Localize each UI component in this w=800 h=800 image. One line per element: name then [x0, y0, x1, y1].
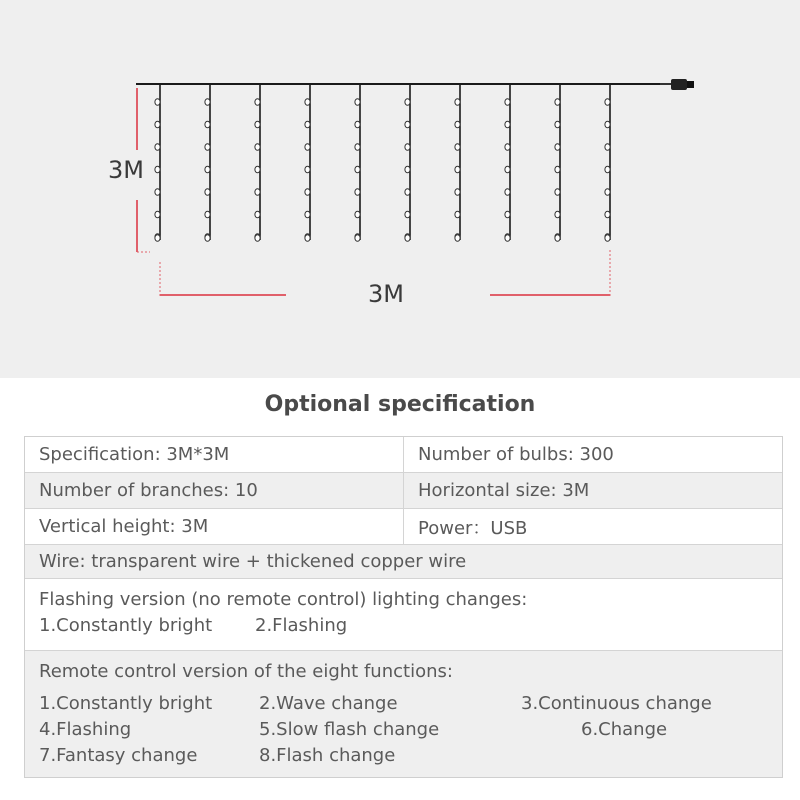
spec-cell: Vertical height: 3M: [25, 509, 404, 544]
function-item: 2.Flashing: [255, 615, 348, 636]
bulb: [555, 235, 560, 241]
bulb: [205, 121, 210, 127]
function-item: 7.Fantasy change: [39, 745, 198, 766]
function-item: 1.Constantly bright: [39, 615, 213, 636]
bulb: [155, 235, 160, 241]
bulb: [255, 121, 260, 127]
bulb: [555, 121, 560, 127]
bulb: [205, 99, 210, 105]
curtain-light-diagram: [0, 0, 800, 378]
bulb: [455, 189, 460, 195]
spec-row: [25, 509, 782, 545]
bulb: [605, 166, 610, 172]
usb-plug-icon: [671, 79, 687, 90]
bulb: [405, 144, 410, 150]
bulb: [455, 235, 460, 241]
bulb: [405, 211, 410, 217]
bulb: [305, 121, 310, 127]
wire-spec-cell: Wire: transparent wire + thickened copper wire: [39, 551, 467, 572]
bulb: [255, 235, 260, 241]
bulb: [255, 189, 260, 195]
section-title: Optional specification: [264, 392, 536, 417]
remote-version-block: [25, 651, 782, 777]
bulb: [555, 189, 560, 195]
spec-cell: Number of branches: 10: [25, 473, 404, 508]
function-item: 5.Slow flash change: [259, 719, 440, 740]
function-item: 1.Constantly bright: [39, 693, 213, 714]
bulb: [255, 144, 260, 150]
bulb: [255, 166, 260, 172]
bulb: [555, 166, 560, 172]
spec-cell: Specification: 3M*3M: [25, 437, 404, 472]
spec-cell: Number of bulbs: 300: [418, 444, 614, 465]
bulb: [305, 235, 310, 241]
bulb: [605, 235, 610, 241]
width-dimension-label: 3M: [368, 280, 404, 308]
usb-connector-icon: [687, 81, 694, 88]
bulb: [455, 144, 460, 150]
function-item: 6.Change: [581, 719, 668, 740]
bulb: [505, 99, 510, 105]
bulb: [355, 235, 360, 241]
height-dimension-label: 3M: [108, 156, 144, 184]
function-item: 2.Wave change: [259, 693, 398, 714]
bulb: [605, 189, 610, 195]
bulb: [155, 121, 160, 127]
function-item: 8.Flash change: [259, 745, 396, 766]
bulb: [205, 235, 210, 241]
bulb: [455, 121, 460, 127]
bulb: [355, 211, 360, 217]
spec-row: [25, 545, 782, 579]
bulb: [205, 189, 210, 195]
bulb: [455, 211, 460, 217]
bulb: [205, 211, 210, 217]
bulb: [505, 144, 510, 150]
bulb: [355, 99, 360, 105]
bulb: [155, 144, 160, 150]
bulb: [605, 211, 610, 217]
bulb: [305, 211, 310, 217]
bulb: [405, 99, 410, 105]
bulb: [155, 99, 160, 105]
bulb: [405, 121, 410, 127]
bulb: [505, 211, 510, 217]
spec-table: [24, 436, 783, 778]
bulb: [555, 211, 560, 217]
flashing-version-block: [25, 579, 782, 650]
bulb: [155, 211, 160, 217]
bulb: [355, 189, 360, 195]
remote-version-heading: Remote control version of the eight functions:: [39, 661, 453, 682]
flashing-version-row: [25, 579, 782, 651]
bulb: [155, 189, 160, 195]
remote-version-row: [25, 651, 782, 777]
bulb: [555, 144, 560, 150]
bulb: [355, 166, 360, 172]
flashing-version-heading: Flashing version (no remote control) lighting changes:: [39, 589, 528, 610]
bulb: [355, 144, 360, 150]
spec-cell: Power：USB: [418, 517, 528, 539]
bulb: [205, 166, 210, 172]
bulb: [505, 189, 510, 195]
bulb: [555, 99, 560, 105]
bulb: [455, 99, 460, 105]
bulb: [405, 166, 410, 172]
bulb: [605, 144, 610, 150]
bulb: [605, 121, 610, 127]
bulb: [305, 189, 310, 195]
function-item: 4.Flashing: [39, 719, 132, 740]
bulb: [405, 189, 410, 195]
bulb: [455, 166, 460, 172]
bulb: [505, 121, 510, 127]
bulb: [305, 99, 310, 105]
bulb: [205, 144, 210, 150]
bulb: [405, 235, 410, 241]
spec-row: [25, 473, 782, 509]
bulb: [505, 235, 510, 241]
bulb: [305, 144, 310, 150]
bulb: [155, 166, 160, 172]
spec-row: [25, 437, 782, 473]
bulb: [355, 121, 360, 127]
bulb: [505, 166, 510, 172]
bulb: [605, 99, 610, 105]
spec-cell: Horizontal size: 3M: [418, 480, 590, 501]
bulb: [255, 211, 260, 217]
bulb: [305, 166, 310, 172]
bulb: [255, 99, 260, 105]
diagram-drawing: [0, 0, 800, 378]
function-item: 3.Continuous change: [521, 693, 712, 714]
